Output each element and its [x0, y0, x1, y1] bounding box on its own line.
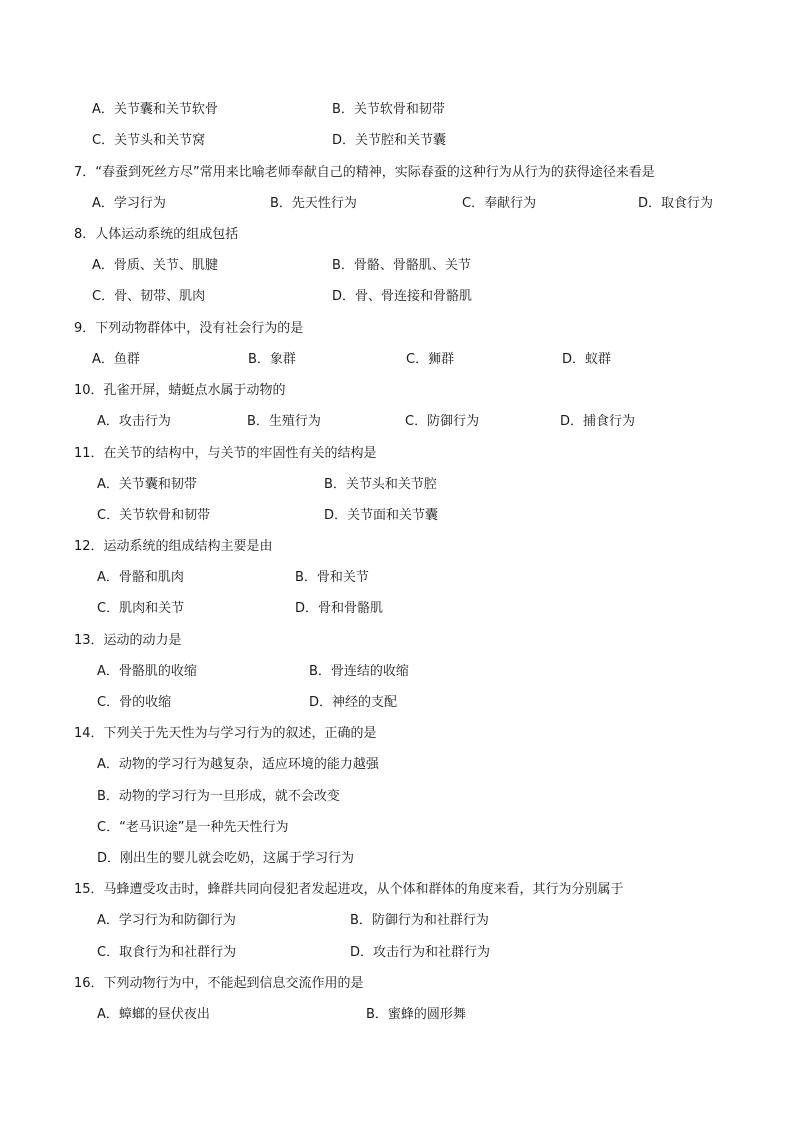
q7-stem: 7．“春蚕到死丝方尽”常用来比喻老师奉献自己的精神，实际春蚕的这种行为从行为的获得途径来看是 [74, 165, 655, 180]
q16-option-a: A．蟑螂的昼伏夜出 [97, 1007, 210, 1022]
q6-option-b: B．关节软骨和韧带 [332, 102, 445, 117]
q9-option-b: B．象群 [248, 352, 296, 367]
q8-option-c: C．骨、韧带、肌肉 [92, 289, 206, 304]
q7-option-b: B．先天性行为 [270, 196, 357, 211]
q7-option-a: A．学习行为 [92, 196, 166, 211]
q9-option-d: D．蚁群 [562, 352, 612, 367]
q15-option-c: C．取食行为和社群行为 [97, 945, 237, 960]
q10-option-d: D．捕食行为 [560, 414, 636, 429]
q8-option-a: A．骨质、关节、肌腱 [92, 258, 218, 273]
q13-option-a: A．骨骼肌的收缩 [97, 664, 197, 679]
q16-stem: 16．下列动物行为中，不能起到信息交流作用的是 [74, 976, 364, 991]
q12-option-a: A．骨骼和肌肉 [97, 570, 184, 585]
q8-option-b: B．骨骼、骨骼肌、关节 [332, 258, 471, 273]
q7-option-c: C．奉献行为 [462, 196, 537, 211]
q13-option-d: D．神经的支配 [309, 695, 398, 710]
q8-option-d: D．骨、骨连接和骨骼肌 [332, 289, 473, 304]
q12-option-d: D．骨和骨骼肌 [295, 601, 384, 616]
q7-option-d: D．取食行为 [638, 196, 714, 211]
q12-stem: 12．运动系统的组成结构主要是由 [74, 539, 273, 554]
q11-stem: 11．在关节的结构中，与关节的牢固性有关的结构是 [74, 446, 377, 461]
q14-option-a: A．动物的学习行为越复杂，适应环境的能力越强 [97, 757, 379, 772]
q15-stem: 15．马蜂遭受攻击时，蜂群共同向侵犯者发起进攻，从个体和群体的角度来看，其行为分别属于 [74, 882, 624, 897]
q14-option-c: C．“老马识途”是一种先天性行为 [97, 820, 289, 835]
q11-option-d: D．关节面和关节囊 [324, 508, 439, 523]
q9-option-c: C．狮群 [406, 352, 455, 367]
q13-option-c: C．骨的收缩 [97, 695, 172, 710]
q14-option-d: D．刚出生的婴儿就会吃奶，这属于学习行为 [97, 851, 355, 866]
q15-option-d: D．攻击行为和社群行为 [350, 945, 491, 960]
q14-option-b: B．动物的学习行为一旦形成，就不会改变 [97, 789, 340, 804]
q12-option-b: B．骨和关节 [295, 570, 369, 585]
q15-option-a: A．学习行为和防御行为 [97, 913, 236, 928]
q12-option-c: C．肌肉和关节 [97, 601, 185, 616]
q16-option-b: B．蜜蜂的圆形舞 [366, 1007, 466, 1022]
q14-stem: 14．下列关于先天性为与学习行为的叙述，正确的是 [74, 726, 377, 741]
q15-option-b: B．防御行为和社群行为 [350, 913, 489, 928]
q11-option-c: C．关节软骨和韧带 [97, 508, 211, 523]
q9-stem: 9．下列动物群体中，没有社会行为的是 [74, 321, 304, 336]
q13-option-b: B．骨连结的收缩 [309, 664, 409, 679]
q13-stem: 13．运动的动力是 [74, 633, 182, 648]
q9-option-a: A．鱼群 [92, 352, 140, 367]
q6-option-d: D．关节腔和关节囊 [332, 133, 447, 148]
q8-stem: 8．人体运动系统的组成包括 [74, 227, 239, 242]
q10-option-a: A．攻击行为 [97, 414, 171, 429]
q10-option-c: C．防御行为 [405, 414, 480, 429]
q11-option-b: B．关节头和关节腔 [324, 477, 437, 492]
q6-option-a: A．关节囊和关节软骨 [92, 102, 218, 117]
q10-stem: 10．孔雀开屏，蜻蜓点水属于动物的 [74, 383, 286, 398]
q6-option-c: C．关节头和关节窝 [92, 133, 206, 148]
q11-option-a: A．关节囊和韧带 [97, 477, 197, 492]
q10-option-b: B．生殖行为 [247, 414, 321, 429]
